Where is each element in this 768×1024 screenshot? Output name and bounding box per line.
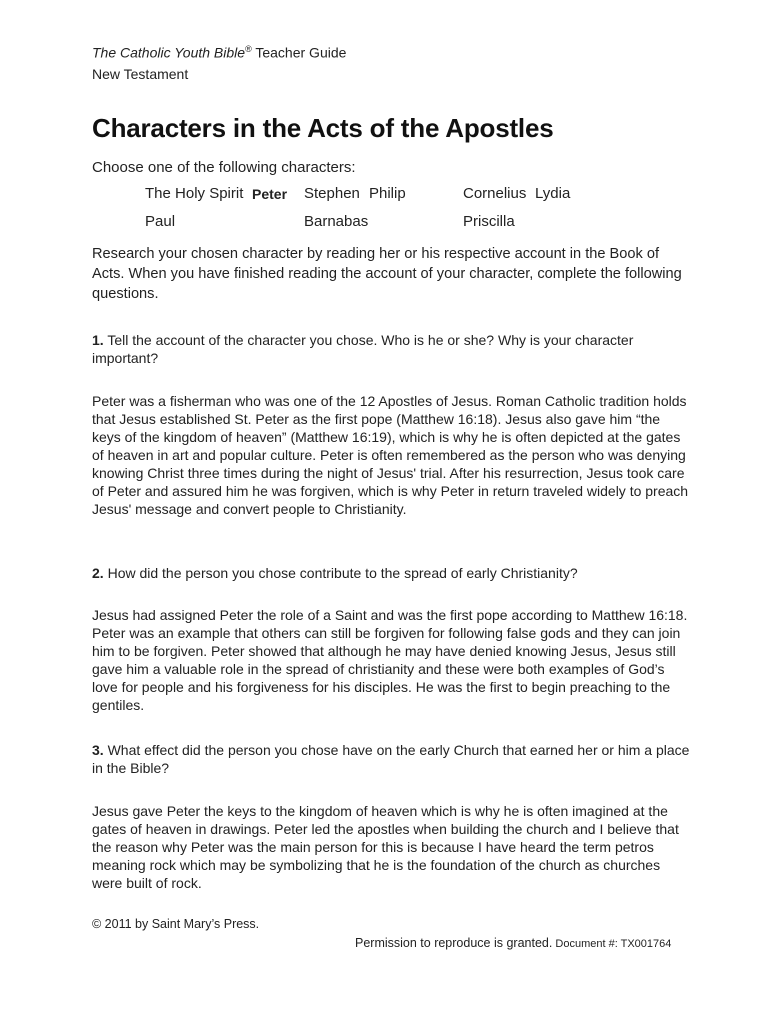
question-text: How did the person you chose contribute to the spread of early Christianity? xyxy=(103,565,578,581)
character-barnabas: Barnabas xyxy=(304,213,369,230)
question-number: 1. xyxy=(92,332,104,348)
document-number: Document #: TX001764 xyxy=(552,938,672,950)
header-subtitle: New Testament xyxy=(92,66,189,82)
character-holy-spirit: The Holy Spirit xyxy=(145,185,244,202)
question-2 xyxy=(92,564,692,582)
book-title: The Catholic Youth Bible xyxy=(92,44,246,61)
copyright-notice: © 2011 by Saint Mary’s Press. xyxy=(92,917,260,931)
character-priscilla: Priscilla xyxy=(463,213,515,230)
answer-2: Jesus had assigned Peter the role of a Saint and was the first pope according to Matthew 16:18. Peter was an example that others can still be forgiven for following false gods and they can join him to be forgiven. Peter showed that although he may have denied knowing Jesus, Jesus still gave him a valuable role in the spread of christianity and these were both examples of God’s love for people and his forgiveness for his disciples. He was the first to begin preaching to the gentiles. xyxy=(92,607,688,713)
question-text: Tell the account of the character you chose. Who is he or she? Why is your character important? xyxy=(92,332,634,366)
permission-text: Permission to reproduce is granted. xyxy=(355,936,553,950)
question-number: 2. xyxy=(92,565,104,581)
character-stephen: Stephen xyxy=(304,185,360,202)
character-paul: Paul xyxy=(145,213,176,230)
page-title: Characters in the Acts of the Apostles xyxy=(92,113,554,143)
header-book-title xyxy=(92,44,346,61)
question-text: What effect did the person you chose have on the early Church that earned her or him a place in the Bible? xyxy=(92,742,690,776)
character-cornelius: Cornelius xyxy=(463,185,527,202)
guide-label: Teacher Guide xyxy=(251,44,347,61)
registered-mark: ® xyxy=(245,44,252,54)
intro-text: Choose one of the following characters: xyxy=(92,159,356,176)
character-lydia: Lydia xyxy=(535,185,571,202)
instructions-text: Research your chosen character by reading her or his respective account in the Book of Acts. When you have finished reading the account of your character, complete the following questions. xyxy=(92,246,682,302)
question-number: 3. xyxy=(92,742,104,758)
character-peter: Peter xyxy=(252,186,288,202)
answer-1: Peter was a fisherman who was one of the 12 Apostles of Jesus. Roman Catholic tradition holds that Jesus established St. Peter as the first pope (Matthew 16:18). Jesus also gave him “the keys of the kingdom of heaven” (Matthew 16:19), which is why he is often depicted at the gates of heaven in art and popular culture. Peter is often remembered as the person who was denying knowing Christ three times during the night of Jesus' trial. After his resurrection, Jesus took care of Peter and assured him he was forgiven, which is why Peter in return traveled widely to preach Jesus' message and convert people to Christianity. xyxy=(92,393,689,517)
question-3 xyxy=(92,741,692,777)
character-philip: Philip xyxy=(369,185,406,202)
question-1 xyxy=(92,331,692,367)
answer-3: Jesus gave Peter the keys to the kingdom of heaven which is why he is often imagined at the gates of heaven in drawings. Peter led the apostles when building the church and I believe that the reason why Peter was the main person for this is because I have heard the term petros meaning rock which may be symbolizing that he is the foundation of the church as churches were built of rock. xyxy=(92,803,679,891)
permission-notice xyxy=(355,936,671,950)
